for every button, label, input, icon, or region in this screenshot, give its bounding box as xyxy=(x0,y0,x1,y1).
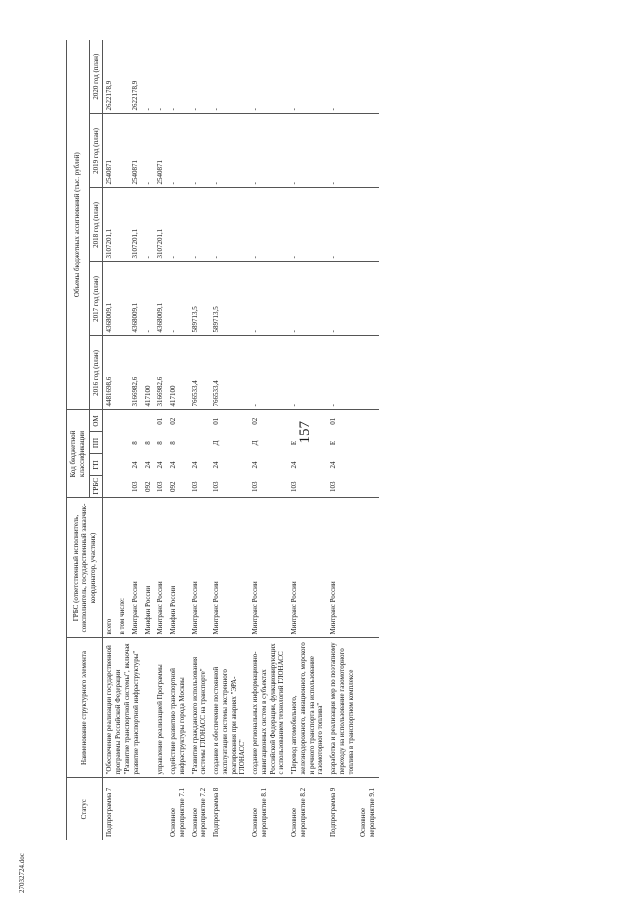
row-amount-2018: - xyxy=(189,188,211,262)
header-year-2017: 2017 год (план) xyxy=(89,262,103,336)
row-amount-2018: - xyxy=(142,188,155,262)
table-row xyxy=(288,40,327,840)
row-amount-2017: 4368009,1 xyxy=(129,262,142,336)
row-code-grbs: 103 xyxy=(329,481,337,492)
row-code-grbs: 103 xyxy=(190,481,199,492)
row-code-gp: 24 xyxy=(329,461,337,469)
row-amount-2020: - xyxy=(212,108,220,111)
row-amount-2020: - xyxy=(251,108,259,111)
row-element-name: "Обеспечение реализации государственной программы Российской Федерации "Развитие транспортной системы", включая развитие транспортной инфраструктуры" xyxy=(103,638,155,778)
row-code-gp: 24 xyxy=(143,461,152,469)
header-code-grbs: ГРБС xyxy=(89,476,103,498)
row-amount-2016: 417100 xyxy=(167,336,189,410)
row-code-pp: 8 xyxy=(130,441,139,445)
row-amount-2016 xyxy=(357,336,379,410)
row-grbs: Минтранс России xyxy=(189,498,211,638)
row-code-grbs: 103 xyxy=(251,481,259,492)
row-code-grbs xyxy=(103,476,116,498)
row-code-pp: 8 xyxy=(169,441,177,445)
row-status: Основное мероприятие 9.1 xyxy=(357,778,379,840)
budget-table xyxy=(66,40,379,840)
row-amount-2020: - xyxy=(329,108,337,111)
row-grbs: Минтранс России xyxy=(129,498,142,638)
row-amount-2018: - xyxy=(167,188,189,262)
row-amount-2019 xyxy=(116,114,129,188)
row-amount-2020: - xyxy=(169,108,177,111)
header-year-2018: 2018 год (план) xyxy=(89,188,103,262)
row-element-name: "Перевод автомобильного, железнодорожного, авиационного, морского и речного транспорта на использование газомоторного топлива" xyxy=(288,638,327,778)
table-row xyxy=(154,40,167,840)
row-amount-2016: - xyxy=(288,336,327,410)
row-amount-2020: 2622178,9 xyxy=(105,80,114,111)
row-status: Подпрограмма 7 xyxy=(103,778,155,840)
header-grbs: ГРБС (ответственный исполнитель, соисполнитель, государственный заказчик-координатор, участник) xyxy=(67,498,103,638)
row-amount-2020: 2622178,9 xyxy=(130,80,139,111)
row-code-grbs: 092 xyxy=(169,481,177,492)
row-amount-2018: - xyxy=(210,188,249,262)
row-amount-2016: 4481698,6 xyxy=(103,336,116,410)
row-code-gp: 24 xyxy=(251,461,259,469)
header-element-name: Наименование структурного элемента xyxy=(67,638,103,778)
header-year-2020: 2020 год (план) xyxy=(89,40,103,114)
table-row xyxy=(167,40,189,840)
row-amount-2016: 3166982,6 xyxy=(129,336,142,410)
row-grbs: Минтранс России xyxy=(154,498,167,638)
row-amount-2018: - xyxy=(288,188,327,262)
row-code-om xyxy=(357,410,379,432)
row-amount-2017: 589713,5 xyxy=(210,262,249,336)
row-amount-2017: - xyxy=(142,262,155,336)
row-code-om: 02 xyxy=(249,410,288,432)
row-grbs: Минфин России xyxy=(167,498,189,638)
row-grbs: Минтранс России xyxy=(249,498,288,638)
row-code-om xyxy=(189,410,211,432)
row-code-gp xyxy=(357,454,379,476)
row-status: Основное мероприятие 7.1 xyxy=(167,778,189,840)
row-code-grbs: 103 xyxy=(212,481,220,492)
row-amount-2018: - xyxy=(249,188,288,262)
row-code-om xyxy=(142,410,155,432)
row-grbs: Минтранс России xyxy=(327,498,357,638)
header-code-gp: ГП xyxy=(89,454,103,476)
row-code-pp xyxy=(189,432,211,454)
row-amount-2019: 2540871 xyxy=(103,114,116,188)
row-amount-2020: - xyxy=(190,108,199,111)
row-amount-2018: - xyxy=(327,188,357,262)
row-code-pp: Е xyxy=(290,440,298,446)
row-code-om xyxy=(116,410,129,432)
row-grbs: в том числе: xyxy=(116,498,129,638)
row-code-om xyxy=(129,410,142,432)
row-code-gp: 24 xyxy=(212,461,220,469)
row-amount-2017 xyxy=(357,262,379,336)
row-code-om xyxy=(288,410,327,432)
row-amount-2019: - xyxy=(327,114,357,188)
row-element-name: создание и обеспечение постоянной эксплуатации системы экстренного реагирования при авариях "ЭРА-ГЛОНАСС" xyxy=(210,638,249,778)
header-year-2019: 2019 год (план) xyxy=(89,114,103,188)
table-row xyxy=(327,40,357,840)
row-amount-2020: - xyxy=(156,108,165,111)
table-row xyxy=(103,40,116,840)
row-element-name: создание региональных информационно-навигационных систем в субъектах Российской Федерации, функционирующих с использованием технологий ГЛОНАСС xyxy=(249,638,288,778)
row-code-pp: Д xyxy=(251,440,259,446)
row-code-om: 01 xyxy=(327,410,357,432)
header-status: Статус xyxy=(67,778,103,840)
row-code-pp xyxy=(116,432,129,454)
row-amount-2018: 3107201,1 xyxy=(154,188,167,262)
rotated-table-wrap xyxy=(66,40,566,840)
row-amount-2017: 4368009,1 xyxy=(103,262,116,336)
row-amount-2016: 766533,4 xyxy=(210,336,249,410)
row-status: Подпрограмма 8 xyxy=(210,778,249,840)
row-grbs: всего xyxy=(103,498,116,638)
row-amount-2018: 3107201,1 xyxy=(103,188,116,262)
row-status xyxy=(154,778,167,840)
row-element-name: управление реализацией Программы xyxy=(154,638,167,778)
row-element-name: содействие развитию транспортной инфраструктуры города Москвы xyxy=(167,638,189,778)
row-amount-2020: - xyxy=(290,108,298,111)
footer-doc-name: 27032724.doc xyxy=(18,853,26,893)
row-code-pp: Е xyxy=(329,440,337,446)
row-amount-2019: - xyxy=(167,114,189,188)
row-code-grbs: 103 xyxy=(290,481,298,492)
row-amount-2019: - xyxy=(189,114,211,188)
row-status: Подпрограмма 9 xyxy=(327,778,357,840)
row-code-grbs: 103 xyxy=(156,481,165,492)
row-element-name: "Развитие гражданского использования системы ГЛОНАСС на транспорте" xyxy=(189,638,211,778)
row-code-gp: 24 xyxy=(169,461,177,469)
header-budget-code: Код бюджетной классификации xyxy=(67,410,90,498)
row-amount-2019: - xyxy=(249,114,288,188)
row-code-om: 02 xyxy=(167,410,189,432)
row-amount-2019 xyxy=(357,114,379,188)
row-amount-2019: 2540871 xyxy=(129,114,142,188)
row-code-gp: 24 xyxy=(190,461,199,469)
row-amount-2017: 4368009,1 xyxy=(154,262,167,336)
table-row xyxy=(357,40,379,840)
row-amount-2017: - xyxy=(249,262,288,336)
row-amount-2019: 2540871 xyxy=(154,114,167,188)
row-amount-2019: - xyxy=(142,114,155,188)
row-code-pp: Д xyxy=(212,440,220,446)
row-code-grbs xyxy=(116,476,129,498)
row-code-gp xyxy=(116,454,129,476)
row-code-gp xyxy=(103,454,116,476)
table-body xyxy=(103,40,379,840)
row-status: Основное мероприятие 8.1 xyxy=(249,778,288,840)
header-code-om: ОМ xyxy=(89,410,103,432)
row-amount-2016: 766533,4 xyxy=(189,336,211,410)
row-code-om: 01 xyxy=(154,410,167,432)
table-row xyxy=(249,40,288,840)
row-grbs: Минтранс России xyxy=(210,498,249,638)
row-grbs: Минтранс России xyxy=(288,498,327,638)
row-code-gp: 24 xyxy=(130,461,139,469)
row-code-pp: 8 xyxy=(143,441,152,445)
row-element-name: разработка и реализация мер по поэтапному переходу на использование газомоторного топлива в транспортном комплексе xyxy=(327,638,357,778)
row-status: Основное мероприятие 7.2 xyxy=(189,778,211,840)
row-amount-2016 xyxy=(116,336,129,410)
row-code-gp: 24 xyxy=(156,461,165,469)
row-grbs xyxy=(357,498,379,638)
row-amount-2016: - xyxy=(249,336,288,410)
row-amount-2016: 3166982,6 xyxy=(154,336,167,410)
page-number: 157 xyxy=(296,421,313,444)
row-status: Основное мероприятие 8.2 xyxy=(288,778,327,840)
header-code-pp: ПП xyxy=(89,432,103,454)
row-code-om xyxy=(103,410,116,432)
row-amount-2016: 417100 xyxy=(142,336,155,410)
row-code-pp xyxy=(103,432,116,454)
header-year-2016: 2016 год (план) xyxy=(89,336,103,410)
table-header xyxy=(67,40,103,840)
row-amount-2018: 3107201,1 xyxy=(129,188,142,262)
table-row xyxy=(189,40,211,840)
row-amount-2017: - xyxy=(288,262,327,336)
row-code-grbs: 103 xyxy=(130,481,139,492)
row-amount-2020 xyxy=(357,40,379,114)
row-amount-2017: - xyxy=(167,262,189,336)
row-amount-2019: - xyxy=(288,114,327,188)
row-amount-2017 xyxy=(116,262,129,336)
row-code-gp: 24 xyxy=(290,461,298,469)
row-amount-2017: 589713,5 xyxy=(189,262,211,336)
row-amount-2018 xyxy=(116,188,129,262)
row-code-om: 01 xyxy=(210,410,249,432)
row-code-pp xyxy=(357,432,379,454)
row-amount-2020: - xyxy=(143,108,152,111)
header-volumes: Объемы бюджетных ассигнований (тыс. рублей) xyxy=(67,40,90,410)
row-amount-2019: - xyxy=(210,114,249,188)
row-amount-2018 xyxy=(357,188,379,262)
table-row xyxy=(210,40,249,840)
row-code-pp: 8 xyxy=(156,441,165,445)
row-amount-2020 xyxy=(116,40,129,114)
row-code-grbs xyxy=(357,476,379,498)
row-amount-2017: - xyxy=(327,262,357,336)
row-grbs: Минфин России xyxy=(142,498,155,638)
row-amount-2016: - xyxy=(327,336,357,410)
row-element-name xyxy=(357,638,379,778)
row-code-grbs: 092 xyxy=(143,481,152,492)
